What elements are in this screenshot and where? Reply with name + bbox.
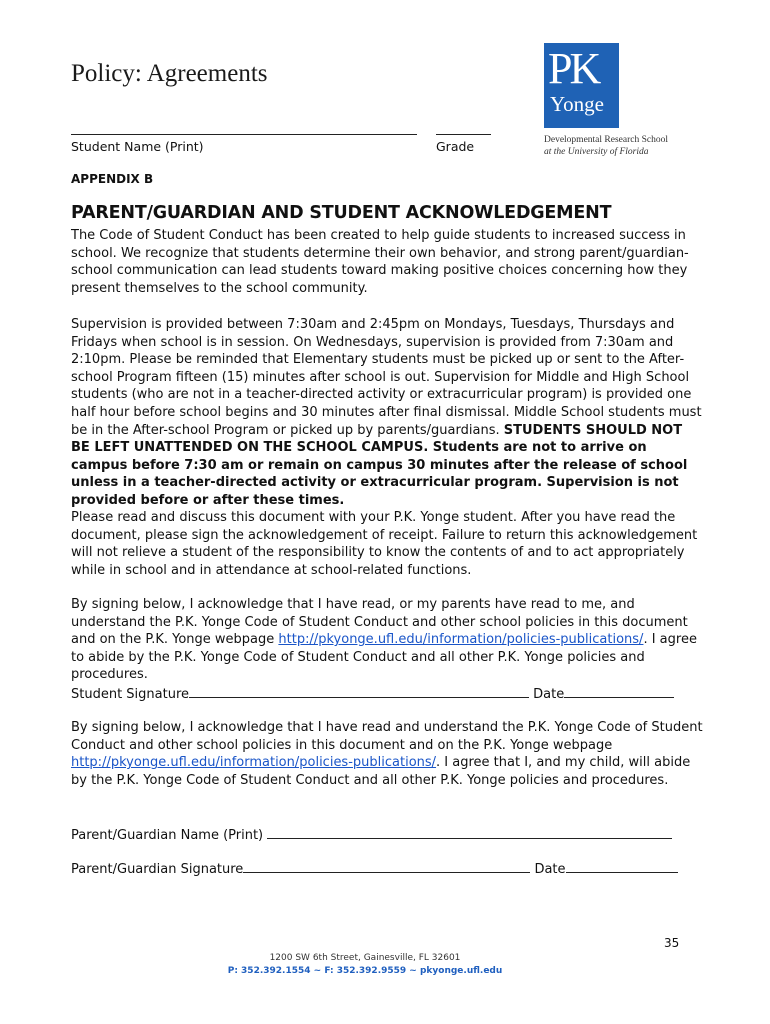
logo-yonge-text: Yonge: [550, 92, 604, 116]
logo-pk-text: PK: [548, 44, 599, 93]
footer-address: 1200 SW 6th Street, Gainesville, FL 32601: [269, 953, 461, 963]
student-date-label: Date: [533, 687, 565, 702]
student-date-line[interactable]: [564, 685, 674, 698]
student-signature-label: Student Signature: [71, 687, 190, 702]
page-number: 35: [664, 936, 680, 950]
parent-name-row: [71, 826, 672, 843]
logo-university: at the University of Florida: [544, 147, 649, 157]
parent-name-label: Parent/Guardian Name (Print): [71, 828, 264, 843]
parent-signature-row: [71, 860, 678, 877]
policies-link[interactable]: http://pkyonge.ufl.edu/information/policies-publications/: [278, 632, 644, 648]
policies-link-2[interactable]: http://pkyonge.ufl.edu/information/policies-publications/: [71, 755, 437, 771]
supervision-warning: STUDENTS SHOULD NOT BE LEFT UNATTENDED ON THE SCHOOL CAMPUS. Students are not to arrive on campus before 7:30 am or remain on campus 30 minutes after the release of school unless in a teacher-directed activity or extracurricular program. Supervision is not provided before or after these times.: [71, 422, 688, 508]
appendix-label: APPENDIX B: [71, 172, 154, 186]
student-signature-row: [71, 685, 674, 702]
parent-ack-text-end: . I agree that I, and my child, will abide by the P.K. Yonge Code of Student Conduct and all other P.K. Yonge policies and procedures.: [71, 755, 691, 788]
student-ack-text: By signing below, I acknowledge that I have read, or my parents have read to me, and understand the P.K. Yonge Code of Student Conduct and other school policies in this document and on the P.K. Yonge webpage: [71, 597, 688, 648]
parent-signature-label: Parent/Guardian Signature: [71, 862, 244, 877]
student-name-line[interactable]: [71, 134, 417, 135]
student-ack-text-end: . I agree to abide by the P.K. Yonge Code of Student Conduct and all other P.K. Yonge policies and procedures.: [71, 632, 697, 683]
read-discuss-paragraph: Please read and discuss this document with your P.K. Yonge student. After you have read the document, please sign the acknowledgement of receipt. Failure to return this acknowledgement will not relieve a student of the responsibility to know the contents of and to act appropriately while in school and in attendance at school-related functions.: [71, 510, 698, 578]
footer-contact: P: 352.392.1554 ~ F: 352.392.9559 ~ pkyonge.ufl.edu: [227, 966, 503, 976]
parent-date-label: Date: [534, 862, 566, 877]
supervision-text: Supervision is provided between 7:30am and 2:45pm on Mondays, Tuesdays, Thursdays and Fridays when school is in session. On Wednesdays, supervision is provided from 7:30am and 2:10pm. Please be reminded that Elementary students must be picked up or sent to the After-school Program fifteen (15) minutes after school is out. Supervision for Middle and High School students (who are not in a teacher-directed activity or extracurricular program) is provided one half hour before school begins and 30 minutes after final dismissal. Middle School students must be in the After-school Program or picked up by parents/guardians.: [71, 317, 702, 438]
section-heading: PARENT/GUARDIAN AND STUDENT ACKNOWLEDGEMENT: [71, 203, 612, 223]
student-signature-line[interactable]: [189, 685, 529, 698]
student-ack-paragraph: [71, 596, 703, 684]
page-title: Policy: Agreements: [71, 60, 268, 87]
logo-school-name: Developmental Research School: [544, 135, 668, 145]
student-name-label: Student Name (Print): [71, 139, 204, 154]
supervision-paragraph: [71, 316, 703, 510]
parent-date-line[interactable]: [566, 860, 678, 873]
parent-ack-text: By signing below, I acknowledge that I have read and understand the P.K. Yonge Code of Student Conduct and other school policies in this document and on the P.K. Yonge webpage: [71, 720, 703, 753]
intro-paragraph: The Code of Student Conduct has been created to help guide students to increased success in school. We recognize that students determine their own behavior, and strong parent/guardian-school communication can lead students toward making positive choices concerning how they present themselves to the school community.: [71, 228, 689, 296]
grade-label: Grade: [436, 139, 475, 154]
pk-yonge-logo: [544, 43, 619, 128]
parent-ack-paragraph: [71, 719, 703, 789]
parent-signature-line[interactable]: [243, 860, 530, 873]
parent-name-line[interactable]: [267, 826, 672, 839]
grade-line[interactable]: [436, 134, 491, 135]
